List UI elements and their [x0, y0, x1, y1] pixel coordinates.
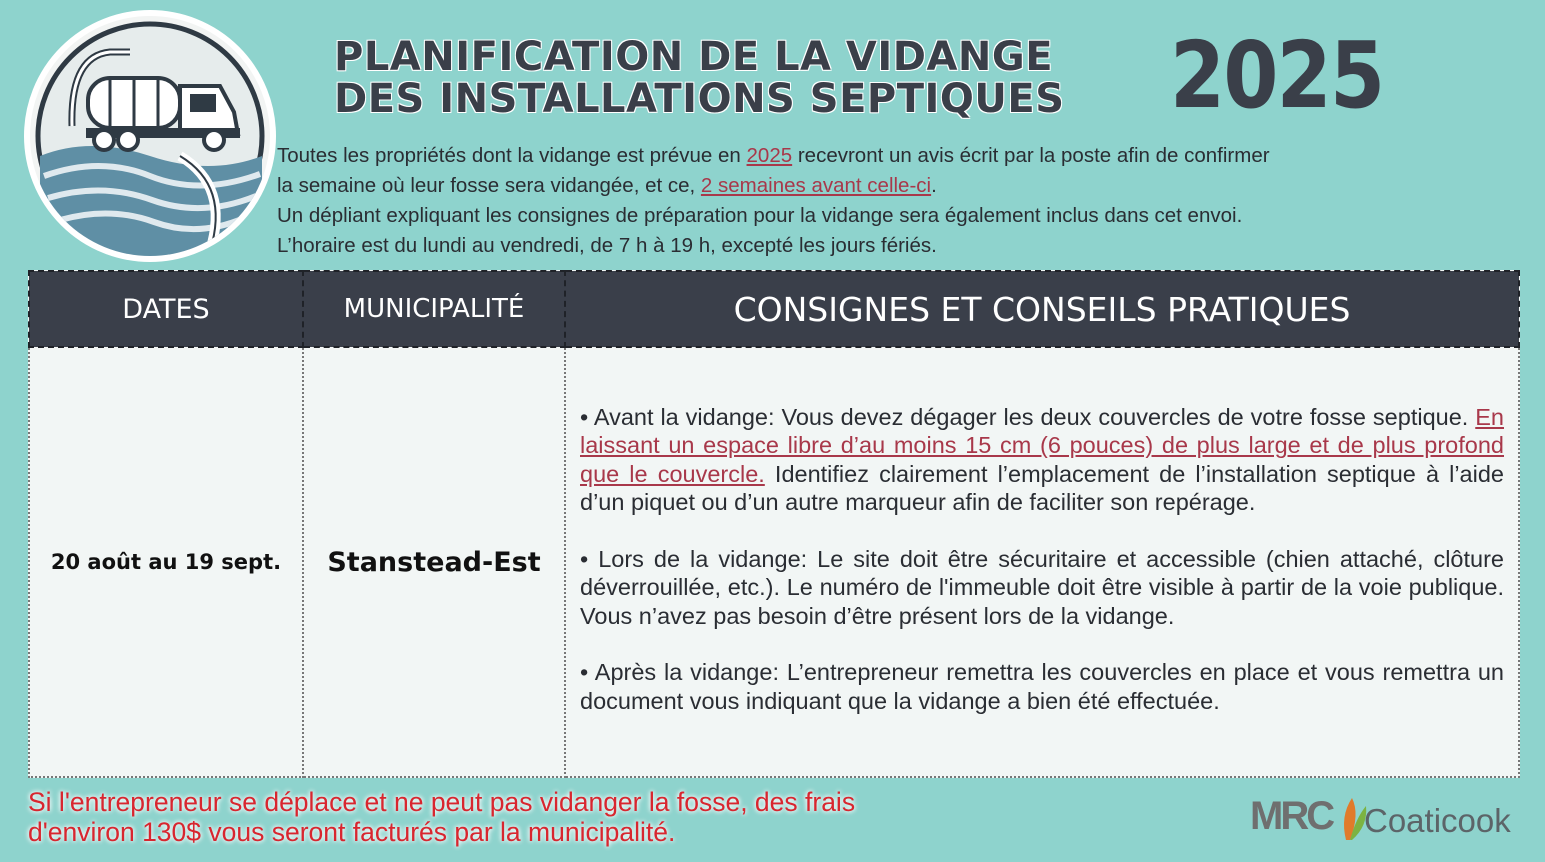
header-dates: DATES: [29, 271, 303, 347]
logo-mrc-text: MRC: [1250, 794, 1333, 838]
header-municipality: MUNICIPALITÉ: [303, 271, 565, 347]
header-advice: CONSIGNES ET CONSEILS PRATIQUES: [565, 271, 1519, 347]
intro-text: [277, 141, 1527, 261]
schedule-table: [28, 270, 1520, 778]
cell-dates: 20 août au 19 sept.: [29, 347, 303, 777]
intro-text-span: Toutes les propriétés dont la vidange est prévue en: [277, 144, 747, 167]
title-line-1: PLANIFICATION DE LA VIDANGE: [334, 34, 1054, 80]
logo-coaticook-text: Coaticook: [1364, 802, 1511, 839]
intro-notice-link: 2 semaines avant celle-ci: [700, 174, 932, 197]
advice-before: [580, 403, 1504, 517]
title-line-2: DES INSTALLATIONS SEPTIQUES: [334, 76, 1065, 122]
septic-truck-logo: [24, 10, 276, 262]
cell-municipality: Stanstead-Est: [303, 347, 565, 777]
intro-line-4: L’horaire est du lundi au vendredi, de 7 h à 19 h, excepté les jours fériés.: [277, 234, 937, 257]
advice-clearance-link: En laissant un espace libre d’au moins 15 cm (6 pouces) de plus large et de plus profond que le couvercle.: [580, 403, 1504, 487]
intro-line-3: Un dépliant expliquant les consignes de préparation pour la vidange sera également inclus dans cet envoi.: [277, 204, 1243, 227]
advice-after: • Après la vidange: L’entrepreneur remettra les couvercles en place et vous remettra un document vous indiquant que la vidange a bien été effectuée.: [580, 659, 1504, 714]
page-title: [334, 36, 1065, 120]
intro-line-1: [277, 141, 1527, 171]
cell-advice: [565, 347, 1519, 777]
table-header-row: [29, 271, 1519, 347]
intro-year-link: 2025: [746, 144, 793, 167]
septic-truck-icon: [30, 16, 270, 256]
fee-warning-line-2: d'environ 130$ vous seront facturés par la municipalité.: [28, 817, 676, 847]
intro-text-span: la semaine où leur fosse sera vidangée, et ce,: [277, 174, 701, 197]
intro-text-span: recevront un avis écrit par la poste afin de confirmer: [792, 144, 1270, 167]
intro-text-span: .: [931, 174, 937, 197]
advice-text-span: Identifiez clairement l’emplacement de l’installation septique à l’aide d’un piquet ou d’un autre marqueur afin de faciliter son repérage.: [580, 460, 1504, 516]
fee-warning: [28, 787, 1128, 847]
advice-during: • Lors de la vidange: Le site doit être sécuritaire et accessible (chien attaché, clôture déverrouillée, etc.). Le numéro de l'immeuble doit être visible à partir de la voie publique. Vous n’avez pas besoin d’être présent lors de la vidange.: [580, 545, 1504, 629]
advice-text-span: • Avant la vidange: Vous devez dégager les deux couvercles de votre fosse septique.: [580, 403, 1476, 430]
intro-line-2: [277, 171, 1527, 201]
table-row: [29, 347, 1519, 777]
mrc-coaticook-logo: [1250, 792, 1520, 844]
fee-warning-line-1: Si l'entrepreneur se déplace et ne peut pas vidanger la fosse, des frais: [28, 787, 856, 817]
title-year: 2025: [1170, 22, 1384, 129]
